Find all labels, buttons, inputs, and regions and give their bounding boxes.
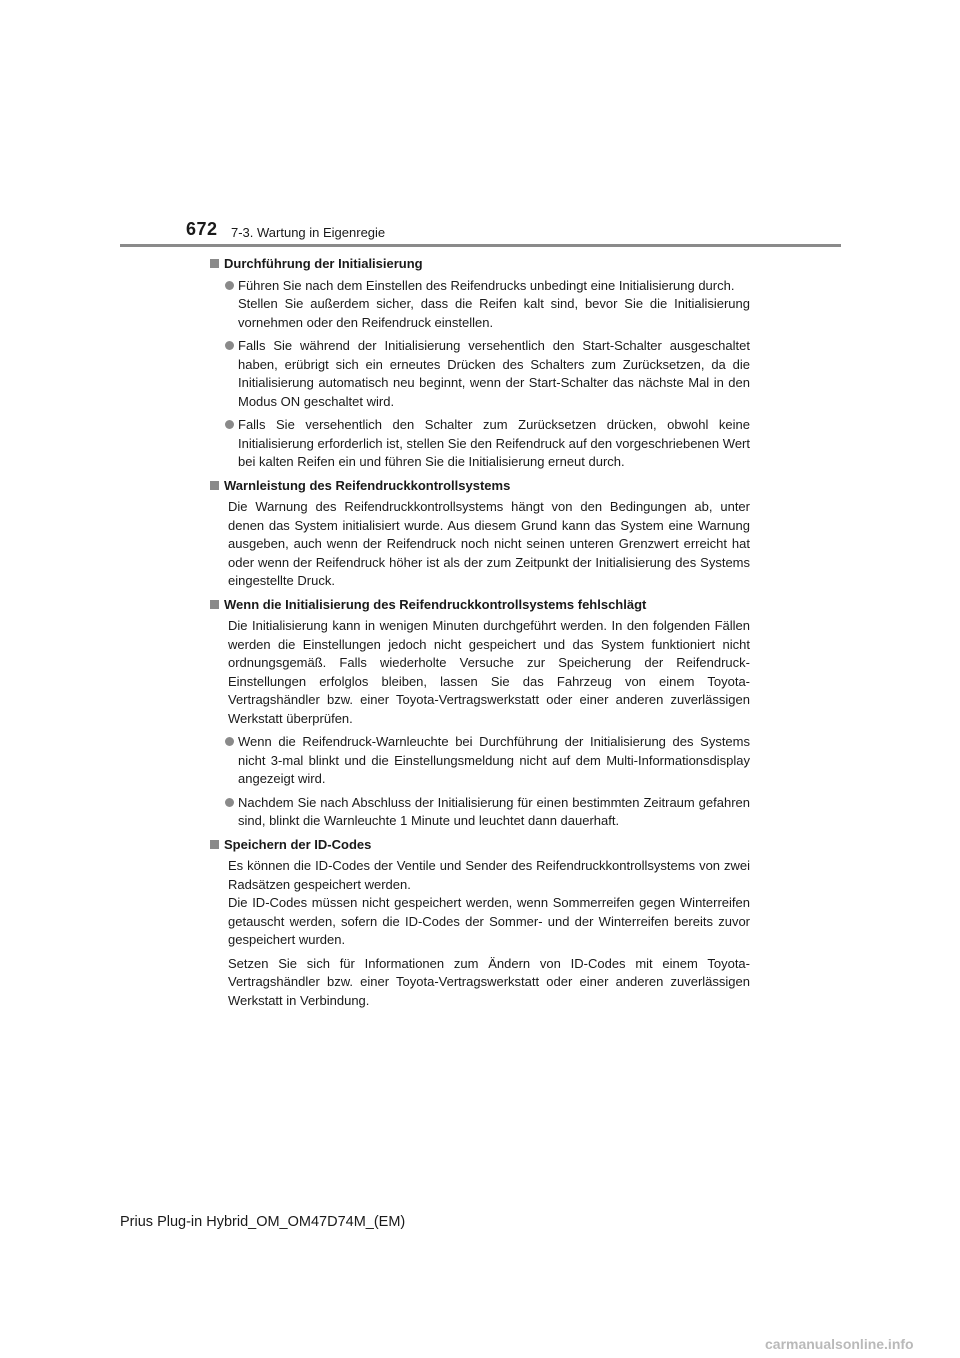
heading-text: Warnleistung des Reifendruckkontrollsystems [224,477,511,493]
text-line: Stellen Sie außerdem sicher, dass die Reifen kalt sind, bevor Sie die Initialisierung vornehmen oder den Reifendruck einstellen. [238,296,750,330]
bullet-item [210,416,750,472]
text-line: Die Warnung des Reifendruckkontrollsystems hängt von den Bedingungen ab, unter denen das System initialisiert wurde. Aus diesem Grund kann das System eine Warnung ausgeben, auch wenn der Reifendruck noch nicht seinen unteren Grenzwert erreicht hat oder wenn der Reifendruck höher ist als der zum Zeitpunkt der Initialisierung des Systems eingestellte Druck. [228,499,750,588]
section-heading [210,836,750,855]
square-bullet-icon [210,840,219,849]
page-header [0,0,960,250]
circle-bullet-icon [225,281,234,290]
paragraph [210,498,750,591]
text-line: Falls Sie versehentlich den Schalter zum Zurücksetzen drücken, obwohl keine Initialisierung erforderlich ist, stellen Sie den Reifendruck auf den vorgeschriebenen Wert bei kalten Reifen ein und führen Sie die Initialisierung erneut durch. [238,417,750,469]
footer-model: Prius Plug-in Hybrid_OM_OM47D74M_(EM) [120,1214,406,1230]
text-line: Die Initialisierung kann in wenigen Minuten durchgeführt werden. In den folgenden Fällen werden die Einstellungen jedoch nicht gespeichert und das System funktioniert nicht ordnungsgemäß. Falls wiederholte Versuche zur Speicherung der Reifendruck-Einstellungen erfolglos bleiben, lassen Sie das Fahrzeug von einem Toyota-Vertragshändler bzw. einer Toyota-Vertragswerkstatt oder einer anderen zuverlässigen Werkstatt überprüfen. [228,618,750,726]
heading-text: Speichern der ID-Codes [224,836,372,852]
text-line: Wenn die Reifendruck-Warnleuchte bei Durchführung der Initialisierung des Systems nicht 3-mal blinkt und die Einstellungsmeldung nicht auf dem Multi-Informationsdisplay angezeigt wird. [238,734,750,786]
paragraph [210,617,750,728]
circle-bullet-icon [225,798,234,807]
heading-text: Wenn die Initialisierung des Reifendruckkontrollsystems fehlschlägt [224,596,647,612]
section-heading [210,477,750,496]
page-number: 672 [186,219,218,239]
bullet-item [210,277,750,333]
text-line: Nachdem Sie nach Abschluss der Initialisierung für einen bestimmten Zeitraum gefahren sind, blinkt die Warnleuchte 1 Minute und leuchtet dann dauerhaft. [238,794,750,828]
circle-bullet-icon [225,420,234,429]
paragraph [210,857,750,950]
circle-bullet-icon [225,737,234,746]
bullet-item [210,337,750,411]
section-heading [210,255,750,274]
watermark: carmanualsonline.info [765,1336,914,1352]
square-bullet-icon [210,600,219,609]
bullet-item [210,794,750,831]
text-line: Es können die ID-Codes der Ventile und Sender des Reifendruckkontrollsystems von zwei Radsätzen gespeichert werden. [228,858,750,892]
text-line: Die ID-Codes müssen nicht gespeichert werden, wenn Sommerreifen gegen Winterreifen getauscht werden, sofern die ID-Codes der Sommer- und der Winterreifen bereits zuvor gespeichert wurden. [228,895,750,947]
text-line: Setzen Sie sich für Informationen zum Ändern von ID-Codes mit einem Toyota-Vertragshändler bzw. einer Toyota-Vertragswerkstatt oder einer anderen zuverlässigen Werkstatt in Verbindung. [228,955,750,1008]
square-bullet-icon [210,259,219,268]
bullet-item [210,733,750,789]
text-line: Führen Sie nach dem Einstellen des Reifendrucks unbedingt eine Initialisierung durch. [238,277,735,293]
circle-bullet-icon [225,341,234,350]
main-content [210,255,750,1015]
heading-text: Durchführung der Initialisierung [224,256,423,271]
text-line: Falls Sie während der Initialisierung versehentlich den Start-Schalter ausgeschaltet haben, erübrigt sich ein erneutes Drücken des Schalters zum Zurücksetzen, da die Initialisierung automatisch neu beginnt, wenn der Start-Schalter das nächste Mal in den Modus ON geschaltet wird. [238,338,750,409]
section-title: 7-3. Wartung in Eigenregie [231,225,386,240]
paragraph [210,955,750,1011]
header-rule [120,244,841,247]
section-heading [210,596,750,615]
square-bullet-icon [210,481,219,490]
